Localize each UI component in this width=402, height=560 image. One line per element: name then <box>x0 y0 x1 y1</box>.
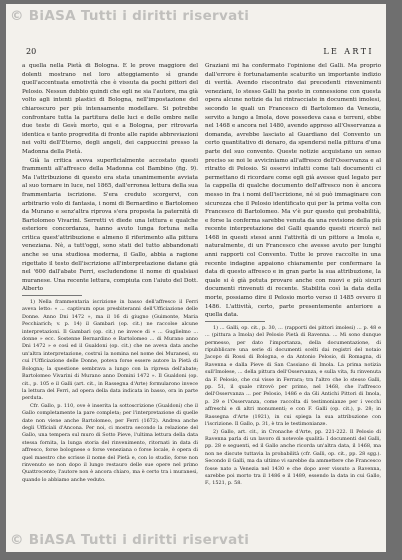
watermark-top: © BiASA Tutti i diritti riservati <box>10 8 250 24</box>
right-column <box>205 62 381 488</box>
left-footnote-2: Cfr. Gallo, p. 110, ove è inserita la sottoscrizione (Gualdoni) che il Gallo completamente la pare completa; per l'interpretazione di quelle date non viene anche Bartolomeo, per Ferri (1672). Andrea anche degli Ufficiali d'Ancona. Per noi, ci mostra secondo la relazione del Gallo, una tempera sul muro di Sotto Pieve, l'ultima lettura della data stessa fornita, la lunga storia del rinvenimento, ritornati in data di affresco, forse bolognese o forse veneziana o forse locale, è opera di quel maestro che scrisse il nome del Pietà e, con lo studio, forse non rinvenuto se non dopo il lungo restauro delle sue opere nel primo Quattrocento; l'autore non è ancora chiaro, ma è certo tra i muranesi, quando lo abbiamo anche veduto. <box>22 402 198 483</box>
left-body-paragraph-2: Già la critica aveva superficialmente accostato questi frammenti all'affresco della Madonna col Bambino (fig. 9). Ma l'attribuzione di questo era stata unanimemente avviata al suo tornare in luce, nel 1865, dall'erronea lettura della sua frammentaria iscrizione. S'era creduto scorgervi, con arbitrario volo di fantasia, i nomi di Bernardino e Bartolomeo da Murano e senz'altra riprova s'era proposta la paternità di Bartolomeo Vivarini. Serretti vi diede una lettura e qualche esteriore concordanza, hanno avuto lunga fortuna nella critica quest'attribuzione e almeno il riferimento alla pittura veneziana. Nè, a tutt'oggi, sono stati del tutto abbandonati anche se una studiosa moderna, il Gallo, abbia a ragione rigettato il testo dell'iscrizione all'interpretazione datane già nel '600 dall'abate Ferri, escludendone il nome di qualsiasi muranese. Una recente lettura, compiuta con l'aiuto del Dott. Alberto <box>22 157 198 293</box>
watermark-bottom: © BiASA Tutti i diritti riservati <box>10 532 250 548</box>
page-number: 20 <box>26 47 37 56</box>
right-footnote-2: 2) Gallo, art. cit., in Cronache d'Arte, pp. 221-222. Il Pelosio di Ravenna parla di un lavoro di notevole qualità: I documenti del Galli, pp. 28 e seguenti, ed il Gallo anche ricorda un'altra data, il 1468, ma non ne discute tuttavia la probabilità (cfr. Galli, op. cit., pp. 28 sgg.). Secondo il Galli, ma da ultimo vi sarebbe da ammettere che Francesco fosse nato a Venezia nel 1430 e che dopo aver vissuto a Ravenna, sarebbe poi morto tra il 1486 e il 1489, essendo la data in cui Gallo, F., 1521, p. 58. <box>205 428 381 487</box>
right-footnote-1: 1) ... Galli, op. cit., p. 30, ... (rapporti dei pittori imolesi) ... p. 48 e ... (pittura a Imola) del Pelosio Pietà di Ravenna. ... Mi sono dunque permesso, per dato l'importanza, della documentazione, di ripubblicare una serie di documenti scelti dai registri del notaio Jacopo di Rossi di Bologna, e da Antonio Pelosio, di Romagna, di Ravenna e dalla Pieve di San Cassiano di Imola. La prima notizia sull'Imolese, ... della pittura dell'Osservanza, e sulla vita, fu rinvenuta da F. Pelosio, che cui visse in Ferrara; tra l'altro che lo stesso Galli, pp. 51, il quale ritrovò per primo, nel 1468, che l'affresco dell'Osservanza ... per Pelosio, 1486 e da Gli Antichi Pittori di Imola, p. 29 e l'Osservanza, come raccolta di testimonianze per i vecchi affreschi e di altri monumenti; e con F. Galli (op. cit.), p. 28; in Rassegna d'Arte (1921), in cui spiega la sua attribuzione con l'iscrizione. Il Gallo, p. 31, è tra le testimonianze. <box>205 324 381 428</box>
left-footnote-1: 1) Nella frammentaria iscrizione in basso dell'affresco il Ferri aveva letto: « ... captivum opus presbiteranni dell'Ufficiazione delle Donne. Anno Dni 1472 », ma il 16 di giugno (Guimonte, Maria Pecchiarich; v. p. 14) il Gambari (op. cit.) ne raccolse alcune interpretazioni. Il Gambari (op. cit.) ne invece di « ... Guglielmo ... donne » ecc. Sostenne Bernardino e Bartolomeo ... di Murano anno Dni 1472 » e così ed il Gualdoni (op. cit.) che ne aveva data anche un'altra interpretazione, costruì la nomina nel nome dei Muranesi, su cui l'Ufficiazione delle Donne, poteva forse essere autore la Pietà di Bologna; la questione sembrava a lungo con la ripresa dell'abate; Bartolomeo Vivarini di Murano anno Domini 1472 ». Il Gualdoni (op. cit., p. 105 e il Galli (art. cit., in Rassegna d'Arte) formularono invece la lettura del Ferri, ad opera della data indicata in basso, ora in parte perduta. <box>22 299 198 402</box>
footnote-rule <box>205 321 265 322</box>
left-column <box>22 62 198 484</box>
running-title: LE ARTI <box>323 47 374 56</box>
page-header <box>22 47 374 59</box>
scanned-page <box>6 4 386 552</box>
right-body-paragraph-1: Graziani mi ha confermato l'opinione del Galli. Ma proprio dall'errore è fortunatamente scaturito un importante indizio di verità. Avendo riscontrato dai precedenti rinvenimenti veneziani, lo stesso Galli ha posto in connessione con questa opera alcune notizie da lui rintracciate in documenti imolesi, secondo le quali un Francesco di Bartolomeo da Venezia, servito a lungo a Imola, dove possedeva casa e terreni, ebbe nel 1468 e ancora nel 1480, avendo appreso all'Osservanza a domanda, avrebbe lasciato al Guardiano del Convento un certo quantitativo di denaro, da spendersi nella pittura d'una parte del suo convento. Queste notizie acquistano un senso preciso se noi le avviciniamo all'affresco dell'Osservanza e al ritratto di Pelosio. Si osservi infatti come tali documenti ci permettano di ricordare come egli già avesse quel legato per la cappella di qualche documento dell'affresco non è ancora messo in fra i nomi dell'iscrizione, né si può immaginare con sicurezza che il Pelosio identificato qui per la prima volta con Francesco di Bartolomeo. Ma v'è pur questo qui probabilità, e forse la conferma sarebbe venuta da una revisione della più recente interpretazione del Galli quando questi ricercò nel 1468 in questi stessi anni l'attività di un pittore a Imola e, naturalmente, di un Francesco che avesse avuto per lunghi anni rapporti col Convento. Tutte le prove raccolte in una recente indagine appaiono chiaramente per confermare la data di questo affresco e in gran parte la sua attribuzione, la quale si è già potuta provare anche con nuovi e più sicuri documenti rinvenuti di recente. Stabilita così la data della morte, possiamo dire il Pelosio morto verso il 1485 ovvero il 1486. L'attività, certo, parte presentemente anteriore a quella data. <box>205 63 381 319</box>
footnote-rule <box>22 295 82 296</box>
left-body-paragraph-1: a quella nella Pietà di Bologna. E le prove maggiore del dolenti mostrano nel loro atteggiamento sì grande quell'accentuata emotività che è vissuta da pochi pittori del Pelosio. Nessun dubbio quindi che egli ne sia l'autore, ma già volto agli intenti plastici di Bologna, nell'impostazione del chiaroscuro per più intensamente modellare. Si potrebbe confrontare tutta la partitura delle luci e delle ombre nelle due teste di Gesù morto, qui e a Bologna, per ritrovarla identica e tanto progredita di fronte alle rapide abbreviazioni nei volti dell'Eterno, degli angeli, dei cappuccini presso la Madonna della Pietà. <box>22 63 198 155</box>
